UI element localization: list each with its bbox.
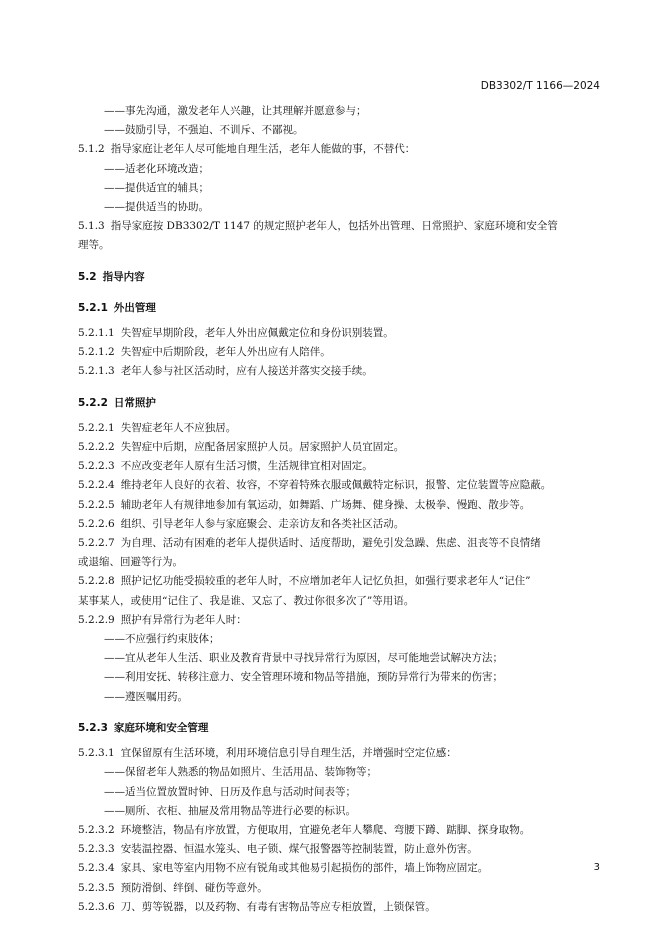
clause-text: 指导家庭让老年人尽可能地自理生活，老年人能做的事，不替代： bbox=[110, 143, 416, 156]
clause-number: 5.2.2.3 bbox=[78, 460, 115, 473]
clause-text: 家庭环境和安全管理 bbox=[113, 721, 209, 734]
clause-text: 组织、引导老年人参与家庭聚会、走亲访友和各类社区活动。 bbox=[120, 517, 405, 530]
clause-text: 失智症中后期，应配备居家照护人员。居家照护人员宜固定。 bbox=[120, 441, 405, 454]
clause-text: 外出管理 bbox=[113, 301, 156, 314]
clause-item bbox=[78, 840, 608, 859]
clause-number: 5.2.1 bbox=[78, 301, 108, 314]
dash-list-item: ——不应强行约束肢体； bbox=[104, 633, 220, 646]
clause-item bbox=[78, 419, 608, 438]
clause-number: 5.1.2 bbox=[78, 143, 105, 156]
clause-number: 5.2.3.2 bbox=[78, 823, 115, 836]
clause-item bbox=[78, 476, 608, 495]
clause-text: 失智症老年人不应独居。 bbox=[120, 421, 237, 434]
clause-item bbox=[78, 496, 608, 515]
clause-number: 5.2.1.1 bbox=[78, 327, 115, 340]
clause-item bbox=[78, 217, 608, 255]
clause-text-continued: 或退缩、回避等行为。 bbox=[78, 556, 183, 569]
dash-list-item: ——利用安抚、转移注意力、安全管理环境和物品等措施，预防异常行为带来的伤害； bbox=[104, 671, 503, 684]
clause-number: 5.2.1.3 bbox=[78, 365, 115, 378]
dash-list-item: ——适老化环境改造； bbox=[104, 162, 209, 175]
clause-number: 5.2 bbox=[78, 270, 97, 283]
section-heading bbox=[78, 394, 608, 413]
clause-item bbox=[78, 534, 608, 572]
clause-item bbox=[78, 898, 608, 917]
clause-item bbox=[78, 343, 608, 362]
clause-text: 日常照护 bbox=[113, 396, 156, 409]
page-number: 3 bbox=[593, 862, 600, 873]
dash-list-item: ——宜从老年人生活、职业及教育背景中寻找异常行为原因，尽可能地尝试解决方法； bbox=[104, 652, 503, 665]
dash-list-item: ——适当位置放置时钟、日历及作息与活动时间表等； bbox=[104, 785, 356, 798]
clause-number: 5.2.2.7 bbox=[78, 537, 115, 550]
clause-text: 指导家庭按 DB3302/T 1147 的规定照护老年人，包括外出管理、日常照护、家庭环境和安全管 bbox=[110, 220, 558, 233]
dash-list-item: ——提供适当的协助。 bbox=[104, 201, 209, 214]
clause-number: 5.2.2.5 bbox=[78, 498, 115, 511]
dash-list-item: ——遵医嘱用药。 bbox=[104, 690, 188, 703]
section-heading bbox=[78, 299, 608, 318]
clause-item bbox=[78, 438, 608, 457]
clause-item bbox=[78, 879, 608, 898]
clause-text: 照护有异常行为老年人时： bbox=[120, 613, 247, 626]
clause-number: 5.2.3.6 bbox=[78, 900, 115, 913]
clause-item bbox=[78, 457, 608, 476]
clause-text: 照护记忆功能受损较重的老年人时，不应增加老年人记忆负担，如强行要求老年人“记住” bbox=[120, 575, 531, 588]
clause-text-continued: 理等。 bbox=[78, 239, 110, 252]
dash-list-item: ——鼓励引导，不强迫、不训斥、不鄙视。 bbox=[104, 124, 304, 137]
clause-text: 失智症中后期阶段，老年人外出应有人陪伴。 bbox=[120, 346, 331, 359]
clause-text: 老年人参与社区活动时，应有人接送并落实交接手续。 bbox=[120, 365, 373, 378]
clause-number: 5.2.3.3 bbox=[78, 843, 115, 856]
clause-item bbox=[78, 515, 608, 534]
clause-number: 5.2.3 bbox=[78, 721, 108, 734]
dash-list-item: ——厕所、衣柜、抽屉及常用物品等进行必要的标识。 bbox=[104, 804, 356, 817]
clause-number: 5.2.3.1 bbox=[78, 747, 115, 760]
clause-item bbox=[78, 821, 608, 840]
clause-number: 5.2.3.5 bbox=[78, 881, 115, 894]
clause-number: 5.2.2.6 bbox=[78, 517, 115, 530]
clause-number: 5.2.1.2 bbox=[78, 346, 115, 359]
clause-number: 5.2.2.8 bbox=[78, 575, 115, 588]
clause-number: 5.1.3 bbox=[78, 220, 105, 233]
clause-text: 指导内容 bbox=[102, 270, 145, 283]
clause-text: 宜保留原有生活环境，利用环境信息引导自理生活，并增强时空定位感： bbox=[120, 747, 457, 760]
clause-item bbox=[78, 859, 608, 878]
dash-list-item: ——事先沟通，激发老年人兴趣，让其理解并愿意参与； bbox=[104, 105, 367, 117]
dash-list-item: ——提供适宜的辅具； bbox=[104, 181, 209, 194]
clause-number: 5.2.2.2 bbox=[78, 441, 115, 454]
clause-text-continued: 某事某人，或使用“记住了、我是谁、又忘了、教过你很多次了”等用语。 bbox=[78, 594, 415, 607]
document-body bbox=[78, 102, 608, 917]
clause-item bbox=[78, 572, 608, 610]
clause-text: 为自理、活动有困难的老年人提供适时、适度帮助，避免引发急躁、焦虑、沮丧等不良情绪 bbox=[120, 537, 541, 550]
document-code: DB3302/T 1166—2024 bbox=[480, 80, 600, 92]
clause-text: 预防滑倒、绊倒、碰伤等意外。 bbox=[120, 881, 268, 894]
clause-text: 维持老年人良好的衣着、妆容，不穿着特殊衣服或佩戴特定标识，报警、定位装置等应隐蔽。 bbox=[120, 479, 552, 492]
clause-text: 辅助老年人有规律地参加有氧运动，如舞蹈、广场舞、健身操、太极拳、慢跑、散步等。 bbox=[120, 498, 531, 511]
clause-text: 刀、剪等锐器，以及药物、有毒有害物品等应专柜放置，上锁保管。 bbox=[120, 900, 436, 913]
clause-text: 失智症早期阶段，老年人外出应佩戴定位和身份识别装置。 bbox=[120, 327, 394, 340]
clause-text: 环境整洁，物品有序放置，方便取用，宜避免老年人攀爬、弯腰下蹲、踮脚、探身取物。 bbox=[120, 823, 531, 836]
clause-number: 5.2.3.4 bbox=[78, 862, 115, 875]
clause-number: 5.2.2.1 bbox=[78, 421, 115, 434]
clause-item bbox=[78, 362, 608, 381]
clause-number: 5.2.2.4 bbox=[78, 479, 115, 492]
clause-item bbox=[78, 744, 608, 763]
dash-list-item: ——保留老年人熟悉的物品如照片、生活用品、装饰物等； bbox=[104, 766, 377, 779]
clause-number: 5.2.2.9 bbox=[78, 613, 115, 626]
clause-item bbox=[78, 611, 608, 630]
clause-item bbox=[78, 140, 608, 159]
clause-number: 5.2.2 bbox=[78, 396, 108, 409]
clause-text: 不应改变老年人原有生活习惯，生活规律宜相对固定。 bbox=[120, 460, 373, 473]
section-heading bbox=[78, 268, 608, 287]
clause-text: 安装温控器、恒温水笼头、电子锁、煤气报警器等控制装置，防止意外伤害。 bbox=[120, 843, 478, 856]
clause-text: 家具、家电等室内用物不应有锐角或其他易引起损伤的部件，墙上饰物应固定。 bbox=[120, 862, 489, 875]
section-heading bbox=[78, 719, 608, 738]
clause-item bbox=[78, 324, 608, 343]
